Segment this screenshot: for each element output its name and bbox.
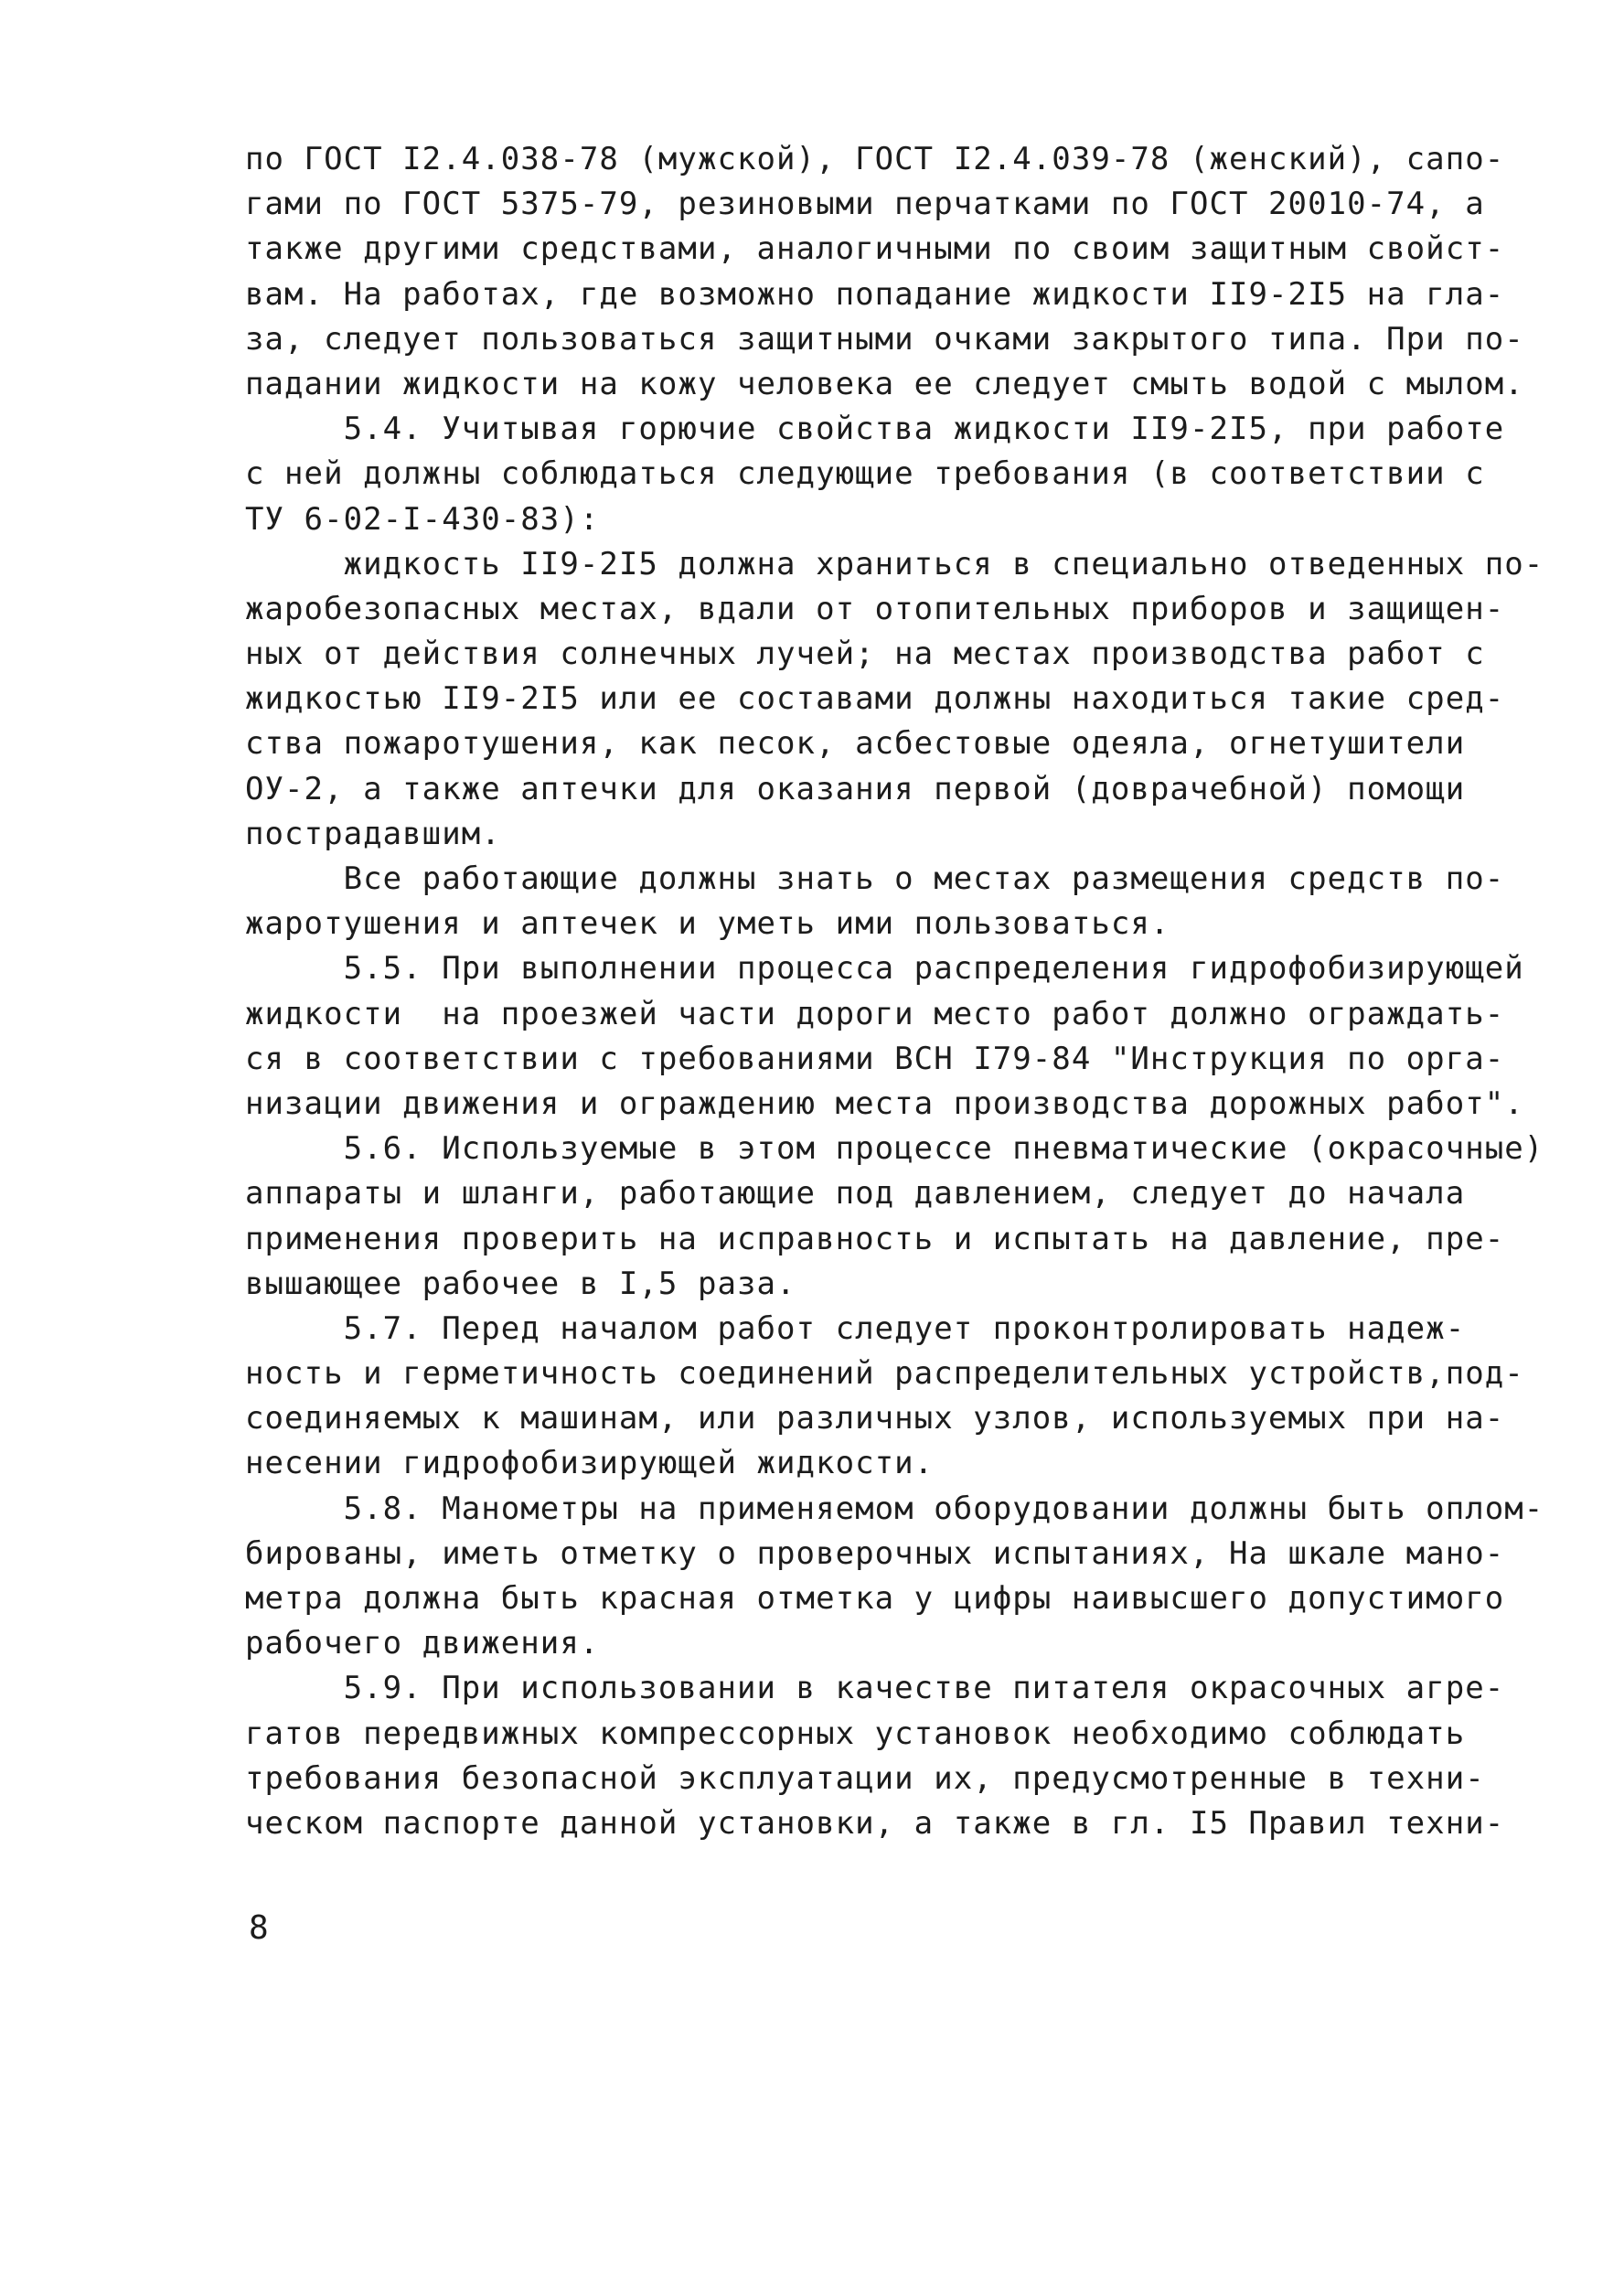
text-line: ческом паспорте данной установки, а также в гл. I5 Правил техни- bbox=[245, 1804, 1505, 1842]
text-line: Все работающие должны знать о местах размещения средств по- bbox=[245, 860, 1505, 897]
text-line: ся в соответствии с требованиями ВСН I79-84 "Инструкция по орга- bbox=[245, 1040, 1505, 1077]
text-line: низации движения и ограждению места производства дорожных работ". bbox=[245, 1085, 1524, 1122]
text-line: пострадавшим. bbox=[245, 815, 501, 852]
text-line: 5.9. При использовании в качестве питателя окрасочных агре- bbox=[245, 1670, 1505, 1707]
text-line: жидкостью II9-2I5 или ее составами должны находиться такие сред- bbox=[245, 680, 1505, 718]
text-line: ОУ-2, а также аптечки для оказания первой (доврачебной) помощи bbox=[245, 770, 1466, 807]
text-line: метра должна быть красная отметка у цифры наивысшего допустимого bbox=[245, 1580, 1505, 1617]
text-line: 5.6. Используемые в этом процессе пневматические (окрасочные) bbox=[245, 1130, 1544, 1168]
text-line: ства пожаротушения, как песок, асбестовые одеяла, огнетушители bbox=[245, 725, 1466, 763]
text-line: аппараты и шланги, работающие под давлением, следует до начала bbox=[245, 1175, 1466, 1213]
text-line: рабочего движения. bbox=[245, 1625, 600, 1662]
text-line: жидкости на проезжей части дороги место работ должно ограждать- bbox=[245, 995, 1505, 1032]
document-body-text bbox=[245, 137, 1544, 1846]
text-line: требования безопасной эксплуатации их, предусмотренные в техни- bbox=[245, 1759, 1485, 1797]
text-line: также другими средствами, аналогичными по своим защитным свойст- bbox=[245, 230, 1505, 268]
text-line: несении гидрофобизирующей жидкости. bbox=[245, 1445, 935, 1482]
text-line: 5.5. При выполнении процесса распределения гидрофобизирующей bbox=[245, 950, 1524, 988]
text-line: бированы, иметь отметку о проверочных испытаниях, На шкале мано- bbox=[245, 1534, 1505, 1572]
text-line: по ГОСТ I2.4.038-78 (мужской), ГОСТ I2.4.039-78 (женский), сапо- bbox=[245, 141, 1505, 177]
page-number: 8 bbox=[249, 1909, 269, 1947]
text-line: с ней должны соблюдаться следующие требования (в соответствии с bbox=[245, 455, 1485, 493]
text-line: вышающее рабочее в I,5 раза. bbox=[245, 1265, 796, 1302]
text-line: жидкость II9-2I5 должна храниться в специально отведенных по- bbox=[245, 545, 1544, 582]
text-line: 5.7. Перед началом работ следует проконтролировать надеж- bbox=[245, 1309, 1466, 1347]
text-line: ных от действия солнечных лучей; на местах производства работ с bbox=[245, 636, 1485, 673]
text-line: жаробезопасных местах, вдали от отопительных приборов и защищен- bbox=[245, 590, 1505, 627]
text-line: вам. На работах, где возможно попадание жидкости II9-2I5 на гла- bbox=[245, 275, 1505, 313]
text-line: ТУ 6-02-I-430-83): bbox=[245, 500, 600, 538]
text-line: ность и герметичность соединений распределительных устройств,под- bbox=[245, 1355, 1524, 1393]
text-line: жаротушения и аптечек и уметь ими пользоваться. bbox=[245, 905, 1170, 943]
text-line: применения проверить на исправность и испытать на давление, пре- bbox=[245, 1220, 1505, 1257]
text-line: соединяемых к машинам, или различных узлов, используемых при на- bbox=[245, 1400, 1505, 1437]
text-line: 5.4. Учитывая горючие свойства жидкости II9-2I5, при работе bbox=[245, 411, 1505, 448]
text-line: за, следует пользоваться защитными очками закрытого типа. При по- bbox=[245, 320, 1524, 358]
text-line: гами по ГОСТ 5375-79, резиновыми перчатками по ГОСТ 20010-74, а bbox=[245, 186, 1485, 223]
text-line: падании жидкости на кожу человека ее следует смыть водой с мылом. bbox=[245, 365, 1524, 402]
text-line: 5.8. Манометры на применяемом оборудовании должны быть оплом- bbox=[245, 1490, 1544, 1527]
text-line: гатов передвижных компрессорных установок необходимо соблюдать bbox=[245, 1715, 1466, 1752]
